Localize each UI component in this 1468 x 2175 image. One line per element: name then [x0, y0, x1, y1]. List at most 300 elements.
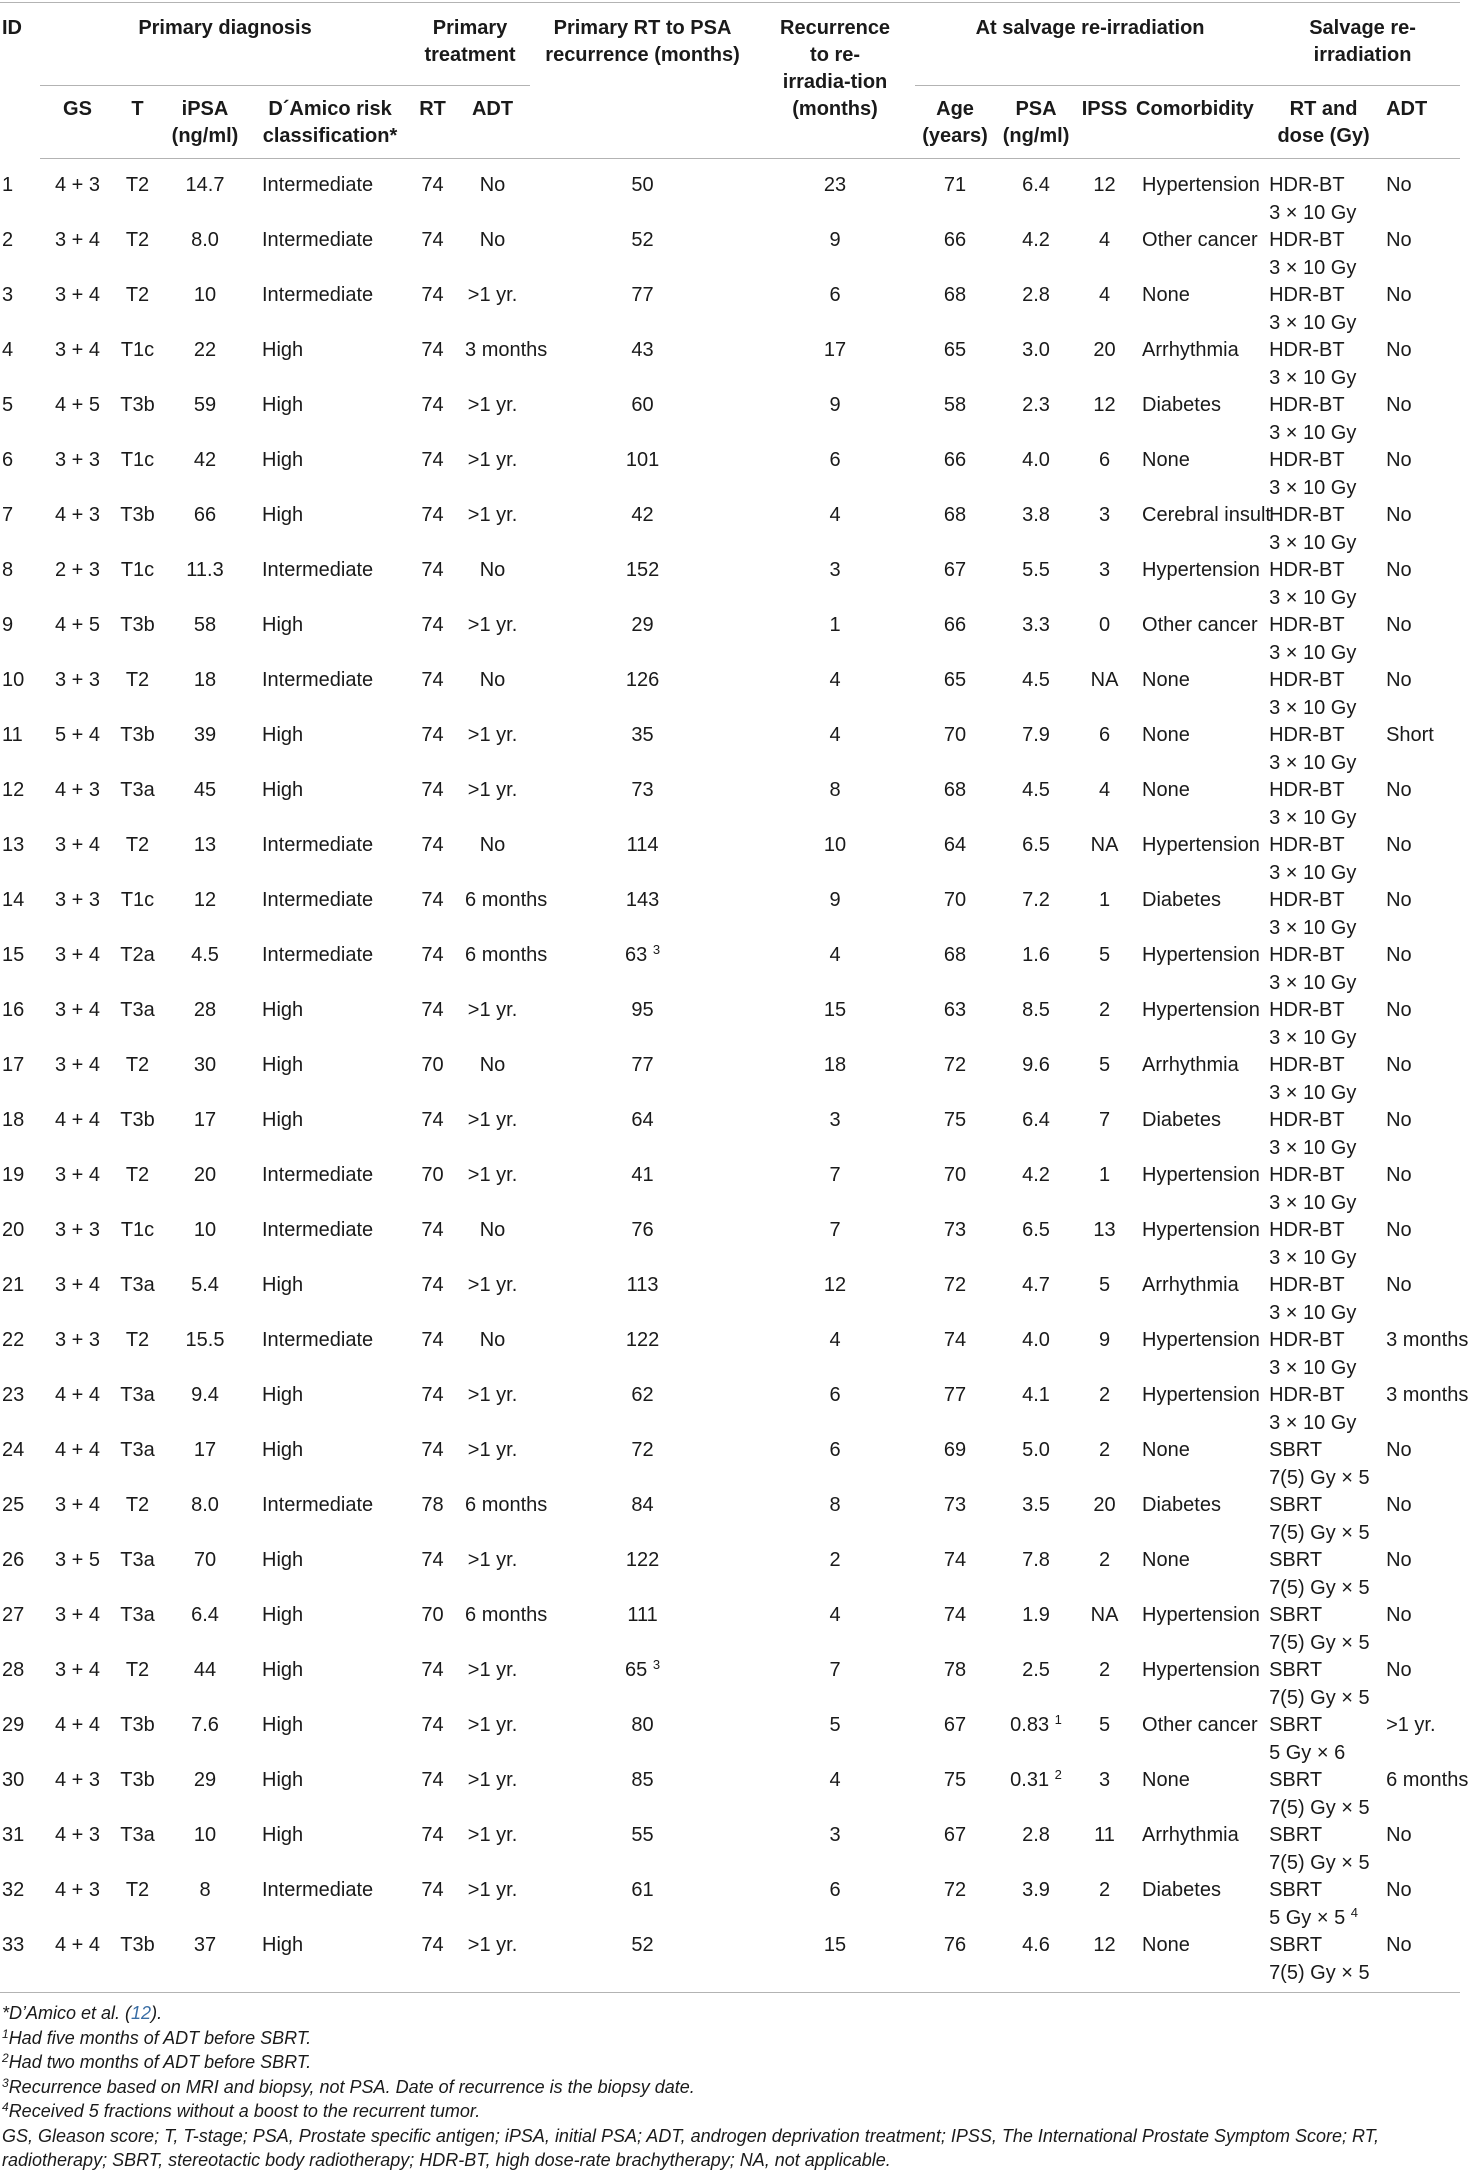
cell-t: T3a	[120, 1824, 155, 1846]
cell-recurrence: 4	[829, 669, 841, 691]
salvage-dose: 3 × 10 Gy	[1269, 1411, 1357, 1434]
salvage-dose: 3 × 10 Gy	[1269, 531, 1357, 554]
cell-rt-to-psa: 65 $^3$	[625, 1657, 661, 1681]
cell-t: T2	[125, 1494, 150, 1516]
cell-rt: 74	[421, 559, 444, 581]
cell-gs: 3 + 4	[54, 1274, 101, 1296]
reference-link[interactable]: 12	[131, 2003, 152, 2023]
cell-rt: 74	[421, 449, 444, 471]
cell-age: 73	[943, 1494, 967, 1516]
cell-ipsa: 14.7	[185, 174, 225, 196]
cell-id: 26	[2, 1549, 25, 1571]
cell-adt: No	[479, 1054, 506, 1076]
cell-gs: 4 + 3	[54, 504, 101, 526]
cell-rt: 74	[421, 614, 444, 636]
cell-risk: High	[262, 724, 304, 746]
cell-t: T3b	[115, 1932, 160, 1993]
cell-age: 75	[943, 1769, 967, 1791]
salvage-method: HDR-BT	[1269, 504, 1345, 526]
cell-risk: High	[262, 1384, 304, 1406]
cell-salvage-adt: No	[1386, 1054, 1412, 1076]
cell-salvage-rt	[1265, 159, 1382, 228]
footnote-1: $^1$Had five months of ADT before SBRT.	[2, 2026, 312, 2048]
cell-risk: Intermediate	[262, 1494, 374, 1516]
cell-gs: 3 + 4	[54, 284, 101, 306]
cell-comorbidity: None	[1142, 1439, 1190, 1461]
cell-ipsa: 42	[193, 449, 217, 471]
header-primary-treatment: Primary treatment	[410, 3, 530, 86]
cell-ipss: 2	[1098, 999, 1111, 1021]
cell-ipss: 6	[1098, 449, 1111, 471]
cell-comorbidity: Hypertension	[1142, 174, 1260, 196]
cell-psa: 4.5	[1022, 779, 1050, 801]
cell-salvage-adt: No	[1386, 1439, 1412, 1461]
cell-id: 27	[2, 1604, 25, 1626]
cell-risk: High	[262, 449, 304, 471]
salvage-method: HDR-BT	[1269, 1054, 1345, 1076]
cell-id: 25	[2, 1494, 25, 1516]
cell-ipsa: 37	[160, 1932, 250, 1993]
cell-age: 70	[943, 724, 967, 746]
table-row	[0, 777, 1460, 832]
cell-recurrence: 10	[823, 834, 847, 856]
cell-t: T2	[125, 229, 150, 251]
cell-ipss: 11	[1094, 1824, 1115, 1846]
cell-adt: No	[479, 1219, 506, 1241]
salvage-method: HDR-BT	[1269, 1164, 1345, 1186]
cell-ipss: 13	[1093, 1219, 1116, 1241]
salvage-dose: 3 × 10 Gy	[1269, 311, 1357, 334]
cell-adt: 6 months	[465, 1494, 548, 1516]
cell-rt-to-psa: 126	[625, 669, 660, 691]
cell-gs: 5 + 4	[54, 724, 101, 746]
cell-recurrence: 9	[829, 229, 841, 251]
cell-age: 63	[943, 999, 967, 1021]
cell-age: 74	[943, 1549, 967, 1571]
cell-risk: High	[262, 1274, 304, 1296]
cell-comorbidity: Other cancer	[1142, 614, 1258, 636]
cell-ipsa: 11.3	[186, 559, 224, 581]
salvage-dose: 3 × 10 Gy	[1269, 861, 1357, 884]
cell-salvage-rt	[1265, 1052, 1382, 1107]
cell-gs: 3 + 4	[54, 944, 101, 966]
cell-comorbidity: None	[1142, 1769, 1190, 1791]
cell-gs: 2 + 3	[54, 559, 101, 581]
cell-id: 12	[2, 779, 25, 801]
cell-ipsa: 9.4	[191, 1384, 219, 1406]
cell-t: T1c	[120, 559, 155, 581]
cell-psa: 7.2	[1022, 889, 1050, 911]
salvage-method: SBRT	[1269, 1549, 1323, 1571]
cell-psa: 5.0	[1022, 1439, 1050, 1461]
cell-rt-to-psa: 62	[631, 1384, 654, 1406]
cell-risk: High	[262, 394, 304, 416]
table-row	[0, 337, 1460, 392]
cell-t: T2	[125, 1329, 150, 1351]
salvage-dose: 7(5) Gy × 5	[1269, 1466, 1370, 1489]
cell-recurrence: 15	[823, 999, 847, 1021]
cell-id: 15	[2, 944, 25, 966]
cell-comorbidity: Hypertension	[1142, 1384, 1260, 1406]
header-id: ID	[0, 3, 40, 159]
salvage-method: SBRT	[1269, 1824, 1323, 1846]
cell-id: 20	[2, 1219, 25, 1241]
salvage-method: HDR-BT	[1269, 834, 1345, 856]
salvage-method: HDR-BT	[1269, 724, 1345, 746]
cell-salvage-rt	[1265, 502, 1382, 557]
cell-ipss: 7	[1098, 1109, 1111, 1131]
cell-t: T2	[125, 1879, 150, 1901]
table-row	[0, 1107, 1460, 1162]
cell-adt: >1 yr.	[467, 1769, 518, 1791]
cell-risk: High	[262, 1439, 304, 1461]
cell-salvage-adt: 3 months	[1386, 1384, 1468, 1406]
cell-id: 13	[2, 834, 25, 856]
salvage-dose: 3 × 10 Gy	[1269, 586, 1357, 609]
table-row	[0, 1767, 1460, 1822]
cell-id: 30	[2, 1769, 25, 1791]
cell-adt: >1 yr.	[467, 449, 518, 471]
footnote-4: $^4$Received 5 fractions without a boost to the recurrent tumor.	[2, 2100, 481, 2121]
header-primary-diagnosis: Primary diagnosis	[40, 3, 410, 86]
cell-risk: High	[262, 1824, 304, 1846]
cell-risk: High	[262, 339, 304, 361]
cell-id: 2	[2, 229, 14, 251]
cell-gs: 3 + 4	[54, 339, 101, 361]
cell-psa: 7.8	[1022, 1549, 1050, 1571]
cell-rt: 74	[421, 229, 444, 251]
cell-age: 68	[943, 779, 967, 801]
cell-salvage-rt	[1265, 1767, 1382, 1822]
cell-rt-to-psa: 64	[631, 1109, 654, 1131]
cell-psa: 4.0	[1022, 449, 1050, 471]
cell-id: 29	[2, 1714, 25, 1736]
cell-t: T3b	[120, 394, 155, 416]
cell-ipss: 2	[1098, 1879, 1111, 1901]
cell-salvage-rt	[1265, 1657, 1382, 1712]
cell-salvage-rt	[1265, 667, 1382, 722]
cell-rt-to-psa: 35	[631, 724, 654, 746]
cell-recurrence: 4	[829, 944, 841, 966]
cell-rt: 74	[421, 394, 444, 416]
cell-comorbidity: Hypertension	[1142, 1219, 1260, 1241]
cell-id: 8	[2, 559, 14, 581]
cell-gs: 4 + 4	[54, 1384, 101, 1406]
cell-risk: Intermediate	[262, 1164, 374, 1186]
cell-comorbidity: None	[1132, 1932, 1265, 1993]
table-row	[0, 159, 1460, 228]
cell-psa: 6.5	[1022, 834, 1050, 856]
cell-rt: 74	[421, 1549, 444, 1571]
cell-ipsa: 39	[193, 724, 217, 746]
cell-salvage-rt	[1265, 942, 1382, 997]
cell-risk: High	[262, 1769, 304, 1791]
cell-gs: 4 + 3	[54, 174, 101, 196]
cell-recurrence: 3	[829, 559, 841, 581]
cell-recurrence: 8	[829, 1494, 841, 1516]
cell-id: 23	[2, 1384, 25, 1406]
cell-rt: 74	[421, 1824, 444, 1846]
cell-t: T3b	[120, 504, 155, 526]
cell-comorbidity: Hypertension	[1142, 1659, 1260, 1681]
cell-id: 11	[2, 724, 23, 746]
cell-id: 17	[2, 1054, 25, 1076]
cell-age: 78	[943, 1659, 967, 1681]
cell-adt: No	[479, 174, 506, 196]
cell-psa: 6.4	[1022, 1109, 1050, 1131]
cell-adt: >1 yr.	[467, 284, 518, 306]
cell-adt: >1 yr.	[467, 1274, 518, 1296]
cell-t: T1c	[120, 889, 155, 911]
salvage-method: SBRT	[1269, 1714, 1323, 1736]
cell-salvage-adt: No	[1386, 229, 1412, 251]
cell-rt: 74	[410, 1932, 455, 1993]
cell-psa: 0.83 $^1$	[1010, 1712, 1062, 1736]
cell-t: T2	[125, 174, 150, 196]
salvage-dose: 3 × 10 Gy	[1269, 1081, 1357, 1104]
table-row	[0, 1712, 1460, 1767]
cell-adt: No	[479, 834, 506, 856]
cell-gs: 3 + 3	[54, 449, 101, 471]
header-comorbidity: Comorbidity	[1132, 86, 1265, 159]
cell-risk: Intermediate	[262, 1329, 374, 1351]
cell-gs: 4 + 5	[54, 614, 101, 636]
cell-t: T2	[125, 1164, 150, 1186]
salvage-method: SBRT	[1269, 1934, 1323, 1956]
cell-rt: 74	[421, 1659, 444, 1681]
salvage-method: SBRT	[1269, 1494, 1323, 1516]
cell-comorbidity: None	[1142, 724, 1190, 746]
cell-age: 68	[943, 504, 967, 526]
cell-rt-to-psa: 84	[631, 1494, 654, 1516]
cell-risk: Intermediate	[262, 284, 374, 306]
cell-age: 65	[943, 669, 967, 691]
cell-t: T3b	[120, 1714, 155, 1736]
salvage-dose: 3 × 10 Gy	[1269, 1246, 1357, 1269]
cell-id: 10	[2, 669, 25, 691]
header-age: Age (years)	[915, 86, 995, 159]
salvage-dose: 7(5) Gy × 5	[1269, 1521, 1370, 1544]
cell-comorbidity: Diabetes	[1142, 1494, 1221, 1516]
cell-salvage-adt: No	[1386, 834, 1412, 856]
cell-ipss: 1	[1098, 889, 1111, 911]
cell-psa: 9.6	[1022, 1054, 1050, 1076]
cell-rt: 74	[421, 1769, 444, 1791]
cell-risk: High	[262, 1549, 304, 1571]
footnote-marker: 2	[1054, 1767, 1062, 1782]
cell-psa: 4.1	[1022, 1384, 1050, 1406]
cell-gs: 4 + 5	[54, 394, 101, 416]
cell-adt: >1 yr.	[467, 1439, 518, 1461]
cell-ipss: 4	[1098, 229, 1111, 251]
salvage-dose: 3 × 10 Gy	[1269, 1026, 1357, 1049]
cell-psa: 5.5	[1022, 559, 1050, 581]
cell-rt-to-psa: 77	[631, 1054, 654, 1076]
cell-salvage-adt: No	[1386, 174, 1412, 196]
cell-ipsa: 22	[193, 339, 217, 361]
cell-rt-to-psa: 122	[625, 1329, 660, 1351]
footnote-2: $^2$Had two months of ADT before SBRT.	[2, 2051, 312, 2072]
table-footnotes	[0, 2001, 1460, 2173]
table-row	[0, 1437, 1460, 1492]
cell-id: 24	[2, 1439, 25, 1461]
salvage-dose: 3 × 10 Gy	[1269, 256, 1357, 279]
cell-ipsa: 5.4	[191, 1274, 219, 1296]
cell-salvage-rt	[1265, 1382, 1382, 1437]
header-row-groups	[0, 3, 1460, 86]
cell-adt: >1 yr.	[467, 1714, 518, 1736]
salvage-dose: 7(5) Gy × 5	[1269, 1631, 1370, 1654]
cell-recurrence: 6	[829, 449, 841, 471]
cell-gs: 4 + 4	[54, 1439, 101, 1461]
cell-salvage-rt	[1265, 392, 1382, 447]
salvage-method: HDR-BT	[1269, 284, 1345, 306]
salvage-dose: 7(5) Gy × 5	[1269, 1851, 1370, 1874]
cell-adt: >1 yr.	[467, 614, 518, 636]
cell-psa: 2.8	[1022, 284, 1050, 306]
cell-psa: 6.4	[1022, 174, 1050, 196]
cell-t: T2	[125, 669, 150, 691]
table-row	[0, 1382, 1460, 1437]
cell-adt: >1 yr.	[467, 1879, 518, 1901]
cell-id: 14	[2, 889, 25, 911]
cell-ipss: 2	[1098, 1659, 1111, 1681]
cell-age: 72	[943, 1054, 967, 1076]
header-salvage-reirradiation: Salvage re-irradiation	[1265, 3, 1460, 86]
cell-t: T3b	[120, 724, 155, 746]
cell-t: T1c	[120, 449, 155, 471]
cell-rt: 70	[421, 1604, 444, 1626]
cell-id: 28	[2, 1659, 25, 1681]
cell-rt: 74	[421, 1109, 444, 1131]
cell-gs: 4 + 4	[54, 1714, 101, 1736]
cell-recurrence: 6	[829, 284, 841, 306]
table-row	[0, 502, 1460, 557]
cell-risk: Intermediate	[262, 669, 374, 691]
cell-salvage-rt	[1265, 1932, 1382, 1993]
cell-ipss: 0	[1098, 614, 1111, 636]
cell-age: 66	[943, 449, 967, 471]
cell-comorbidity: None	[1142, 284, 1190, 306]
cell-id: 16	[2, 999, 25, 1021]
cell-age: 70	[943, 1164, 967, 1186]
cell-age: 67	[943, 1824, 967, 1846]
cell-age: 74	[943, 1329, 967, 1351]
footnote-marker: 3	[652, 1657, 661, 1672]
salvage-method: SBRT	[1269, 1604, 1323, 1626]
cell-rt-to-psa: 114	[626, 834, 659, 856]
header-adt2: ADT	[1382, 86, 1460, 159]
cell-salvage-rt	[1265, 1547, 1382, 1602]
cell-salvage-rt	[1265, 1272, 1382, 1327]
cell-salvage-adt: No	[1386, 1164, 1412, 1186]
cell-salvage-adt: No	[1386, 339, 1412, 361]
cell-salvage-rt	[1265, 1437, 1382, 1492]
cell-rt: 74	[421, 999, 444, 1021]
cell-psa: 7.9	[1022, 724, 1050, 746]
cell-recurrence: 4	[829, 724, 841, 746]
cell-gs: 4 + 4	[54, 1109, 101, 1131]
cell-ipss: 9	[1098, 1329, 1111, 1351]
salvage-dose: 3 × 10 Gy	[1269, 201, 1357, 224]
cell-recurrence: 7	[829, 1659, 841, 1681]
cell-risk: High	[262, 999, 304, 1021]
cell-age: 71	[943, 174, 967, 196]
cell-age: 69	[943, 1439, 967, 1461]
salvage-method: HDR-BT	[1269, 449, 1345, 471]
cell-risk: High	[262, 1714, 304, 1736]
cell-rt-to-psa: 85	[631, 1769, 654, 1791]
cell-gs: 3 + 3	[54, 1329, 101, 1351]
cell-id: 6	[2, 449, 14, 471]
table-body	[0, 159, 1468, 1993]
cell-recurrence: 17	[823, 339, 847, 361]
cell-rt: 74	[421, 889, 444, 911]
cell-recurrence: 1	[829, 614, 841, 636]
cell-t: T3b	[120, 614, 155, 636]
cell-ipss: 2	[1098, 1384, 1111, 1406]
cell-rt: 74	[421, 834, 444, 856]
cell-age: 66	[943, 229, 967, 251]
cell-risk: High	[262, 779, 304, 801]
cell-ipsa: 29	[193, 1769, 217, 1791]
cell-salvage-rt	[1265, 337, 1382, 392]
cell-gs: 4 + 3	[54, 1824, 101, 1846]
cell-recurrence: 23	[823, 174, 847, 196]
cell-adt: >1 yr.	[467, 724, 518, 746]
cell-gs: 4 + 3	[54, 1769, 101, 1791]
table-row	[0, 667, 1460, 722]
cell-ipsa: 12	[193, 889, 217, 911]
cell-adt: >1 yr.	[467, 779, 518, 801]
cell-adt: >1 yr.	[455, 1932, 530, 1993]
cell-ipsa: 70	[193, 1549, 217, 1571]
header-at-salvage: At salvage re-irradiation	[915, 3, 1265, 86]
cell-salvage-rt	[1265, 557, 1382, 612]
cell-gs: 3 + 4	[54, 229, 101, 251]
cell-rt: 74	[421, 1879, 444, 1901]
cell-t: T1c	[120, 339, 155, 361]
cell-ipsa: 28	[193, 999, 217, 1021]
cell-psa: 3.9	[1022, 1879, 1050, 1901]
cell-recurrence: 15	[755, 1932, 915, 1993]
cell-ipsa: 10	[193, 284, 217, 306]
cell-recurrence: 7	[829, 1164, 841, 1186]
cell-adt: >1 yr.	[467, 504, 518, 526]
salvage-dose: 3 × 10 Gy	[1269, 696, 1357, 719]
cell-salvage-rt	[1265, 832, 1382, 887]
salvage-method: HDR-BT	[1269, 1274, 1345, 1296]
cell-psa: 0.31 $^2$	[1010, 1767, 1062, 1791]
cell-risk: High	[262, 1054, 304, 1076]
cell-ipsa: 8.0	[191, 1494, 219, 1516]
cell-recurrence: 18	[823, 1054, 847, 1076]
cell-recurrence: 9	[829, 394, 841, 416]
table-row	[0, 942, 1460, 997]
cell-ipss: 3	[1098, 1769, 1111, 1791]
cell-rt-to-psa: 95	[631, 999, 654, 1021]
cell-gs: 3 + 4	[54, 834, 101, 856]
cell-salvage-adt: No	[1386, 1494, 1412, 1516]
salvage-dose: 3 × 10 Gy	[1269, 971, 1357, 994]
salvage-method: SBRT	[1269, 1439, 1323, 1461]
cell-age: 67	[943, 1714, 967, 1736]
salvage-method: HDR-BT	[1269, 1329, 1345, 1351]
cell-adt: No	[479, 559, 506, 581]
cell-t: T1c	[120, 1219, 155, 1241]
cell-id: 3	[2, 284, 14, 306]
header-gs: GS	[40, 86, 115, 159]
